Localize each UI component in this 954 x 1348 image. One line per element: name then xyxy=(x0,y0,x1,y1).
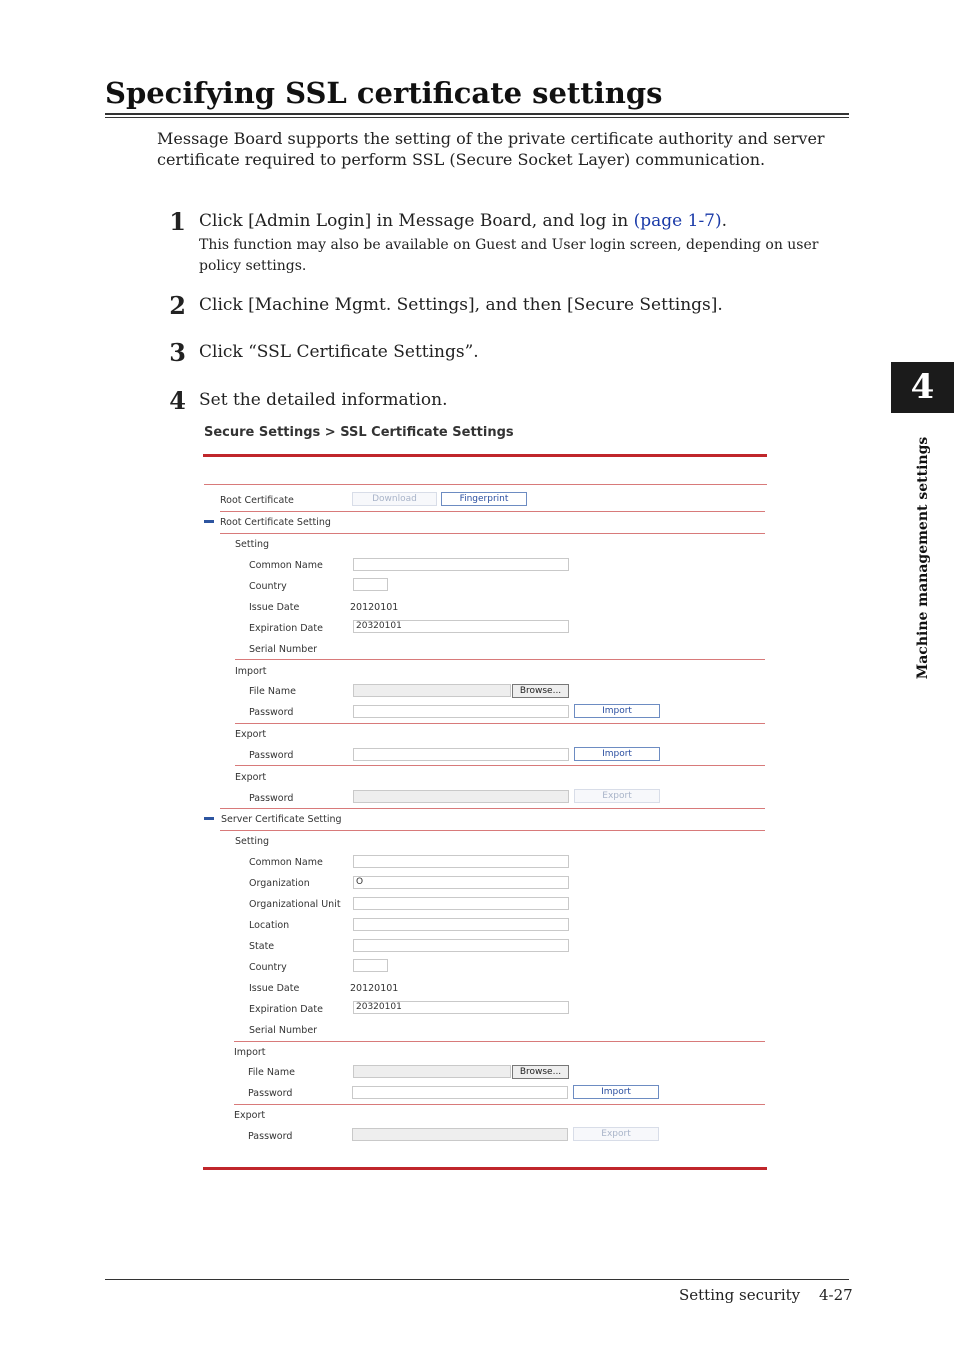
chapter-label: Machine management settings xyxy=(915,436,931,680)
server-section-title: Server Certificate Setting xyxy=(221,814,342,825)
server-password-input[interactable] xyxy=(352,1086,568,1099)
step-1-note: This function may also be available on Guest and User login screen, depending on user policy settings. xyxy=(199,237,819,274)
server-org-unit-input[interactable] xyxy=(353,897,569,910)
root-expiration-date-input[interactable]: 20320101 xyxy=(353,620,569,633)
server-import-label: Import xyxy=(234,1047,266,1058)
divider xyxy=(220,511,765,512)
step-2-text: Click [Machine Mgmt. Settings], and then [Secure Settings]. xyxy=(199,295,723,315)
title-rule xyxy=(105,113,849,115)
server-export-label: Export xyxy=(234,1110,266,1121)
server-country-label: Country xyxy=(249,962,287,973)
step-4-text: Set the detailed information. xyxy=(199,390,448,410)
step-2-number: 2 xyxy=(169,291,186,320)
server-file-name-input[interactable] xyxy=(353,1065,511,1078)
server-organization-label: Organization xyxy=(249,878,310,889)
footer-section: Setting security xyxy=(679,1286,801,1304)
server-org-unit-label: Organizational Unit xyxy=(249,899,341,910)
server-export-button[interactable]: Export xyxy=(573,1127,659,1141)
breadcrumb: Secure Settings > SSL Certificate Settings xyxy=(204,425,514,440)
root-password-input[interactable] xyxy=(353,705,569,718)
server-file-name-label: File Name xyxy=(248,1067,295,1078)
divider xyxy=(235,765,765,766)
root-export1-password-label: Password xyxy=(249,750,294,761)
root-import-label: Import xyxy=(235,666,267,677)
divider xyxy=(235,723,765,724)
panel-top-bar xyxy=(203,454,767,457)
root-file-name-label: File Name xyxy=(249,686,296,697)
root-certificate-label: Root Certificate xyxy=(220,495,294,506)
step-1-text-end: . xyxy=(721,211,728,231)
root-issue-date-label: Issue Date xyxy=(249,602,300,613)
root-expiration-date-label: Expiration Date xyxy=(249,623,323,634)
divider xyxy=(220,808,765,809)
step-1-text xyxy=(199,211,727,231)
root-export2-button[interactable]: Export xyxy=(574,789,660,803)
title-rule-thin xyxy=(105,117,849,118)
collapse-icon[interactable] xyxy=(204,520,214,523)
server-browse-button[interactable]: Browse... xyxy=(512,1065,569,1079)
server-location-label: Location xyxy=(249,920,290,931)
server-export-password-input[interactable] xyxy=(352,1128,568,1141)
root-export2-label: Export xyxy=(235,772,267,783)
step-1-number: 1 xyxy=(169,207,186,236)
divider xyxy=(204,484,767,485)
root-password-label: Password xyxy=(249,707,294,718)
root-country-input[interactable] xyxy=(353,578,388,591)
server-country-input[interactable] xyxy=(353,959,388,972)
step-3-text: Click “SSL Certificate Settings”. xyxy=(199,342,479,362)
root-file-name-input[interactable] xyxy=(353,684,511,697)
download-button[interactable]: Download xyxy=(352,492,437,506)
footer-rule xyxy=(105,1279,849,1280)
root-browse-button[interactable]: Browse... xyxy=(512,684,569,698)
root-export2-password-input[interactable] xyxy=(353,790,569,803)
server-location-input[interactable] xyxy=(353,918,569,931)
divider xyxy=(234,1104,765,1105)
divider xyxy=(235,659,765,660)
page-number: 4-27 xyxy=(819,1286,853,1304)
root-export1-button[interactable]: Import xyxy=(574,747,660,761)
intro-paragraph: Message Board supports the setting of the private certificate authority and server certificate required to perform SSL (Secure Socket Layer) communication. xyxy=(157,129,825,169)
root-common-name-label: Common Name xyxy=(249,560,323,571)
root-serial-number-label: Serial Number xyxy=(249,644,318,655)
server-state-input[interactable] xyxy=(353,939,569,952)
chapter-tab: 4 xyxy=(891,362,954,413)
server-setting-label: Setting xyxy=(235,836,270,847)
server-common-name-input[interactable] xyxy=(353,855,569,868)
root-setting-label: Setting xyxy=(235,539,270,550)
step-4-number: 4 xyxy=(169,386,186,415)
divider xyxy=(234,1041,765,1042)
root-section-title: Root Certificate Setting xyxy=(220,517,331,528)
page-link[interactable]: (page 1-7) xyxy=(633,211,722,231)
root-export2-password-label: Password xyxy=(249,793,294,804)
root-export1-password-input[interactable] xyxy=(353,748,569,761)
root-import-button[interactable]: Import xyxy=(574,704,660,718)
server-expiration-date-input[interactable]: 20320101 xyxy=(353,1001,569,1014)
server-expiration-date-label: Expiration Date xyxy=(249,1004,323,1015)
server-issue-date-label: Issue Date xyxy=(249,983,300,994)
root-country-label: Country xyxy=(249,581,287,592)
server-import-button[interactable]: Import xyxy=(573,1085,659,1099)
collapse-icon[interactable] xyxy=(204,817,214,820)
fingerprint-button[interactable]: Fingerprint xyxy=(441,492,527,506)
server-state-label: State xyxy=(249,941,275,952)
root-export1-label: Export xyxy=(235,729,267,740)
server-export-password-label: Password xyxy=(248,1131,293,1142)
divider xyxy=(220,830,765,831)
divider xyxy=(220,533,765,534)
server-issue-date-value: 20120101 xyxy=(350,983,399,994)
server-common-name-label: Common Name xyxy=(249,857,323,868)
panel-bottom-bar xyxy=(203,1167,767,1170)
step-1-text-main: Click [Admin Login] in Message Board, and log in xyxy=(199,211,634,231)
step-3-number: 3 xyxy=(169,338,186,367)
page-title: Specifying SSL certificate settings xyxy=(105,76,663,110)
root-issue-date-value: 20120101 xyxy=(350,602,399,613)
server-password-label: Password xyxy=(248,1088,293,1099)
server-organization-input[interactable]: O xyxy=(353,876,569,889)
root-common-name-input[interactable] xyxy=(353,558,569,571)
server-serial-number-label: Serial Number xyxy=(249,1025,318,1036)
